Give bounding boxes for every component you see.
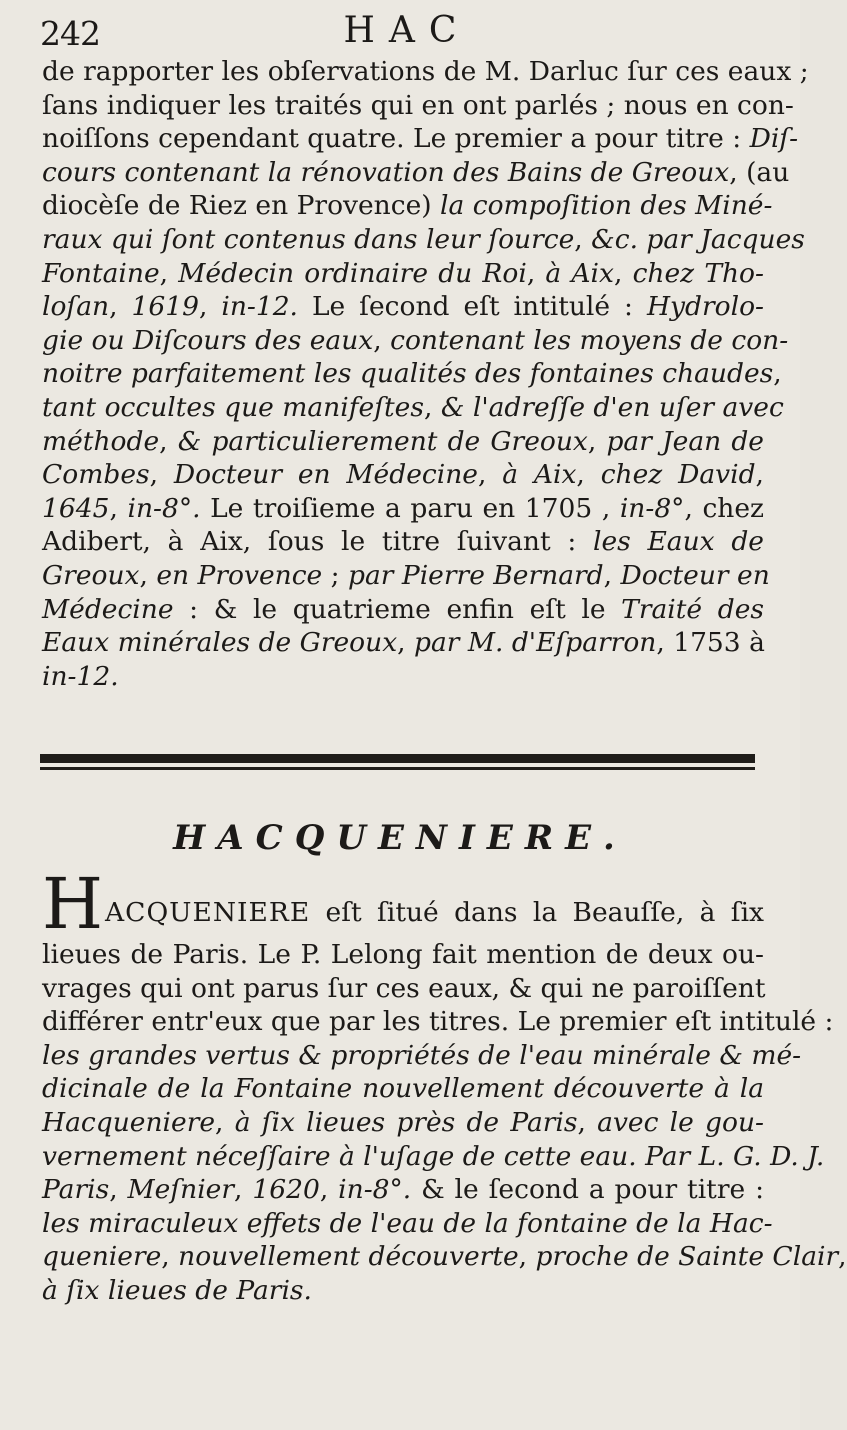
italic-text-run: in-8°. [338, 1174, 412, 1206]
text-run: lieues de Paris. Le P. Lelong fait mention de deux ou- [42, 939, 764, 970]
text-line [42, 223, 805, 257]
text-run: , [526, 257, 546, 289]
text-run: , [574, 223, 592, 255]
italic-text-run: par Pierre Bernard [348, 559, 604, 591]
italic-text-run: in-8° [619, 492, 685, 524]
italic-text-run: raux qui ſont contenus dans leur ſource [42, 223, 575, 255]
italic-text-run: in-12. [42, 660, 119, 692]
text-line [42, 357, 782, 391]
text-line [42, 1005, 834, 1039]
text-run: , [159, 257, 179, 289]
text-run: diocèſe de Riez en Provence) [42, 190, 441, 222]
text-line [42, 324, 789, 358]
text-run: , [773, 358, 782, 390]
text-run: , [838, 1241, 847, 1273]
italic-text-run: à Aix [545, 257, 614, 289]
text-line [42, 492, 764, 526]
italic-text-run: Traité des [621, 593, 764, 625]
text-line [42, 593, 764, 627]
italic-text-run: Meſnier [127, 1174, 235, 1206]
text-run: , [518, 1241, 536, 1273]
text-line [42, 425, 764, 459]
italic-text-run: chez Tho- [632, 257, 764, 289]
text-run: , [109, 291, 132, 323]
text-run: , [477, 459, 503, 491]
italic-text-run: loſan [42, 291, 110, 323]
text-line [42, 1039, 802, 1073]
text-line [42, 189, 773, 223]
text-run: Adibert, à Aix, ſous le titre ſuivant : [42, 526, 593, 558]
text-line [42, 559, 770, 593]
italic-text-run: 1619 [131, 291, 199, 323]
text-run: différer entr'eux que par les titres. Le premier eſt intitulé : [42, 1006, 834, 1038]
text-run: ; [322, 559, 349, 591]
text-run: : & le quatrieme enfin eſt le [173, 593, 622, 625]
italic-text-run: Eaux minérales de Greoux [42, 627, 398, 659]
text-run: , [149, 459, 174, 491]
text-run: , [613, 257, 633, 289]
italic-text-run: à Aix [502, 459, 577, 491]
italic-text-run: tant occultes que manifeſtes [42, 391, 424, 423]
text-run: Le ſecond eſt intitulé : [297, 291, 647, 323]
entry-heading: HACQUENIERE. [173, 818, 627, 858]
italic-text-run: Docteur en Médecine [173, 459, 478, 491]
italic-text-run: Greoux [42, 559, 140, 591]
page-number: 242 [40, 14, 100, 53]
text-run: de rapporter les obſervations de M. Darluc ſur ces eaux ; [42, 56, 809, 87]
running-head: HAC [343, 10, 471, 51]
italic-text-run: proche de Sainte Clair [535, 1241, 839, 1273]
text-run: , [198, 291, 222, 323]
text-line [42, 391, 784, 425]
previous-entry-text [42, 55, 809, 693]
text-run: Le troiſieme a paru en 1705 , [200, 492, 620, 524]
text-line [42, 55, 809, 89]
entry-first-line-rest: eſt ſitué dans la Beauſſe, à ſix [310, 897, 764, 928]
italic-text-run: Fontaine [42, 257, 160, 289]
italic-text-run: noitre parfaitement les qualités des fontaines chaudes [42, 358, 774, 390]
text-line [42, 938, 764, 972]
italic-text-run: & l'adreſſe d'en uſer avec [440, 391, 784, 423]
text-line [42, 156, 790, 190]
entry-body-lines [42, 938, 847, 1308]
italic-text-run: Hacqueniere [42, 1106, 216, 1138]
text-line [42, 626, 764, 660]
text-run: , [603, 559, 621, 591]
text-run: noiſſons cependant quatre. Le premier a pour titre : [42, 123, 750, 155]
text-run: , chez [684, 492, 764, 524]
text-line [42, 122, 799, 156]
text-line [42, 290, 764, 324]
divider-thin-line [40, 767, 755, 770]
italic-text-run: nouvellement découverte [178, 1241, 519, 1273]
text-line [42, 1072, 764, 1106]
section-divider-rule [40, 752, 755, 774]
divider-thick-line [40, 754, 755, 763]
text-run: , [373, 324, 391, 356]
text-line [42, 1274, 764, 1308]
entry-first-line-caps: ACQUENIERE [105, 897, 311, 928]
italic-text-run: Diſ- [749, 123, 799, 155]
italic-text-run: Combes [42, 459, 150, 491]
text-line [42, 1207, 773, 1241]
text-run: , [397, 627, 414, 659]
text-run: , [577, 1106, 598, 1138]
italic-text-run: par M. d'Eſparron [414, 627, 657, 659]
text-run: , [587, 425, 607, 457]
text-run: , [161, 1241, 179, 1273]
text-line [42, 1173, 764, 1207]
text-line [42, 257, 764, 291]
italic-text-run: Paris [42, 1174, 110, 1206]
italic-text-run: gie ou Diſcours des eaux [42, 324, 374, 356]
text-run: , [319, 1174, 339, 1206]
italic-text-run: queniere [42, 1241, 162, 1273]
drop-cap: H [42, 863, 104, 945]
italic-text-run: Hydrolo- [646, 291, 764, 323]
text-run: , [234, 1174, 253, 1206]
italic-text-run: chez David [600, 459, 756, 491]
text-line [42, 1140, 825, 1174]
italic-text-run: dicinale de la Fontaine nouvellement découverte à la [42, 1073, 764, 1105]
italic-text-run: 1645 [42, 492, 110, 524]
text-line [42, 458, 764, 492]
text-run: , [159, 425, 178, 457]
entry-text [42, 863, 847, 1308]
text-run: ſans indiquer les traités qui en ont parlés ; nous en con- [42, 89, 794, 121]
italic-text-run: méthode [42, 425, 160, 457]
text-run: vrages qui ont parus ſur ces eaux, & qui ne paroiſſent [42, 972, 766, 1004]
italic-text-run: à ſix lieues de Paris. [42, 1274, 312, 1306]
italic-text-run: &c. par Jacques [591, 223, 805, 255]
text-run: , [215, 1106, 235, 1138]
text-run: , [576, 459, 601, 491]
text-run: & le ſecond a pour titre : [411, 1174, 764, 1206]
text-line [42, 972, 764, 1006]
entry-first-line [42, 872, 764, 930]
text-line [42, 525, 764, 559]
text-run: , [109, 1174, 128, 1206]
italic-text-run: les Eaux de [592, 526, 764, 558]
text-run: , [109, 492, 128, 524]
text-run: , [139, 559, 157, 591]
text-line [42, 89, 794, 123]
italic-text-run: Médecine [42, 593, 174, 625]
italic-text-run: les miraculeux effets de l'eau de la fontaine de la Hac- [42, 1207, 773, 1239]
text-line [42, 1240, 847, 1274]
italic-text-run: la compoſition des Miné- [440, 190, 773, 222]
italic-text-run: & particulierement de Greoux [177, 425, 588, 457]
italic-text-run: Docteur en [620, 559, 770, 591]
text-run: , 1753 à [656, 627, 765, 659]
text-run: , [423, 391, 441, 423]
italic-text-run: vernement néceſſaire à l'uſage de cette eau. Par L. G. D. J. [42, 1140, 825, 1172]
italic-text-run: in-8°. [127, 492, 201, 524]
text-run: , [755, 459, 764, 491]
text-line [42, 660, 764, 694]
italic-text-run: Médecin ordinaire du Roi [178, 257, 527, 289]
italic-text-run: à ſix lieues près de Paris [234, 1106, 578, 1138]
italic-text-run: in-12. [221, 291, 298, 323]
text-run: , (au [729, 156, 790, 188]
italic-text-run: en Provence [156, 559, 323, 591]
italic-text-run: les grandes vertus & propriétés de l'eau minérale & mé- [42, 1039, 802, 1071]
italic-text-run: avec le gou- [597, 1106, 764, 1138]
text-line [42, 1106, 764, 1140]
italic-text-run: 1620 [252, 1174, 320, 1206]
italic-text-run: contenant les moyens de con- [390, 324, 789, 356]
italic-text-run: par Jean de [606, 425, 764, 457]
italic-text-run: cours contenant la rénovation des Bains de Greoux [42, 156, 730, 188]
